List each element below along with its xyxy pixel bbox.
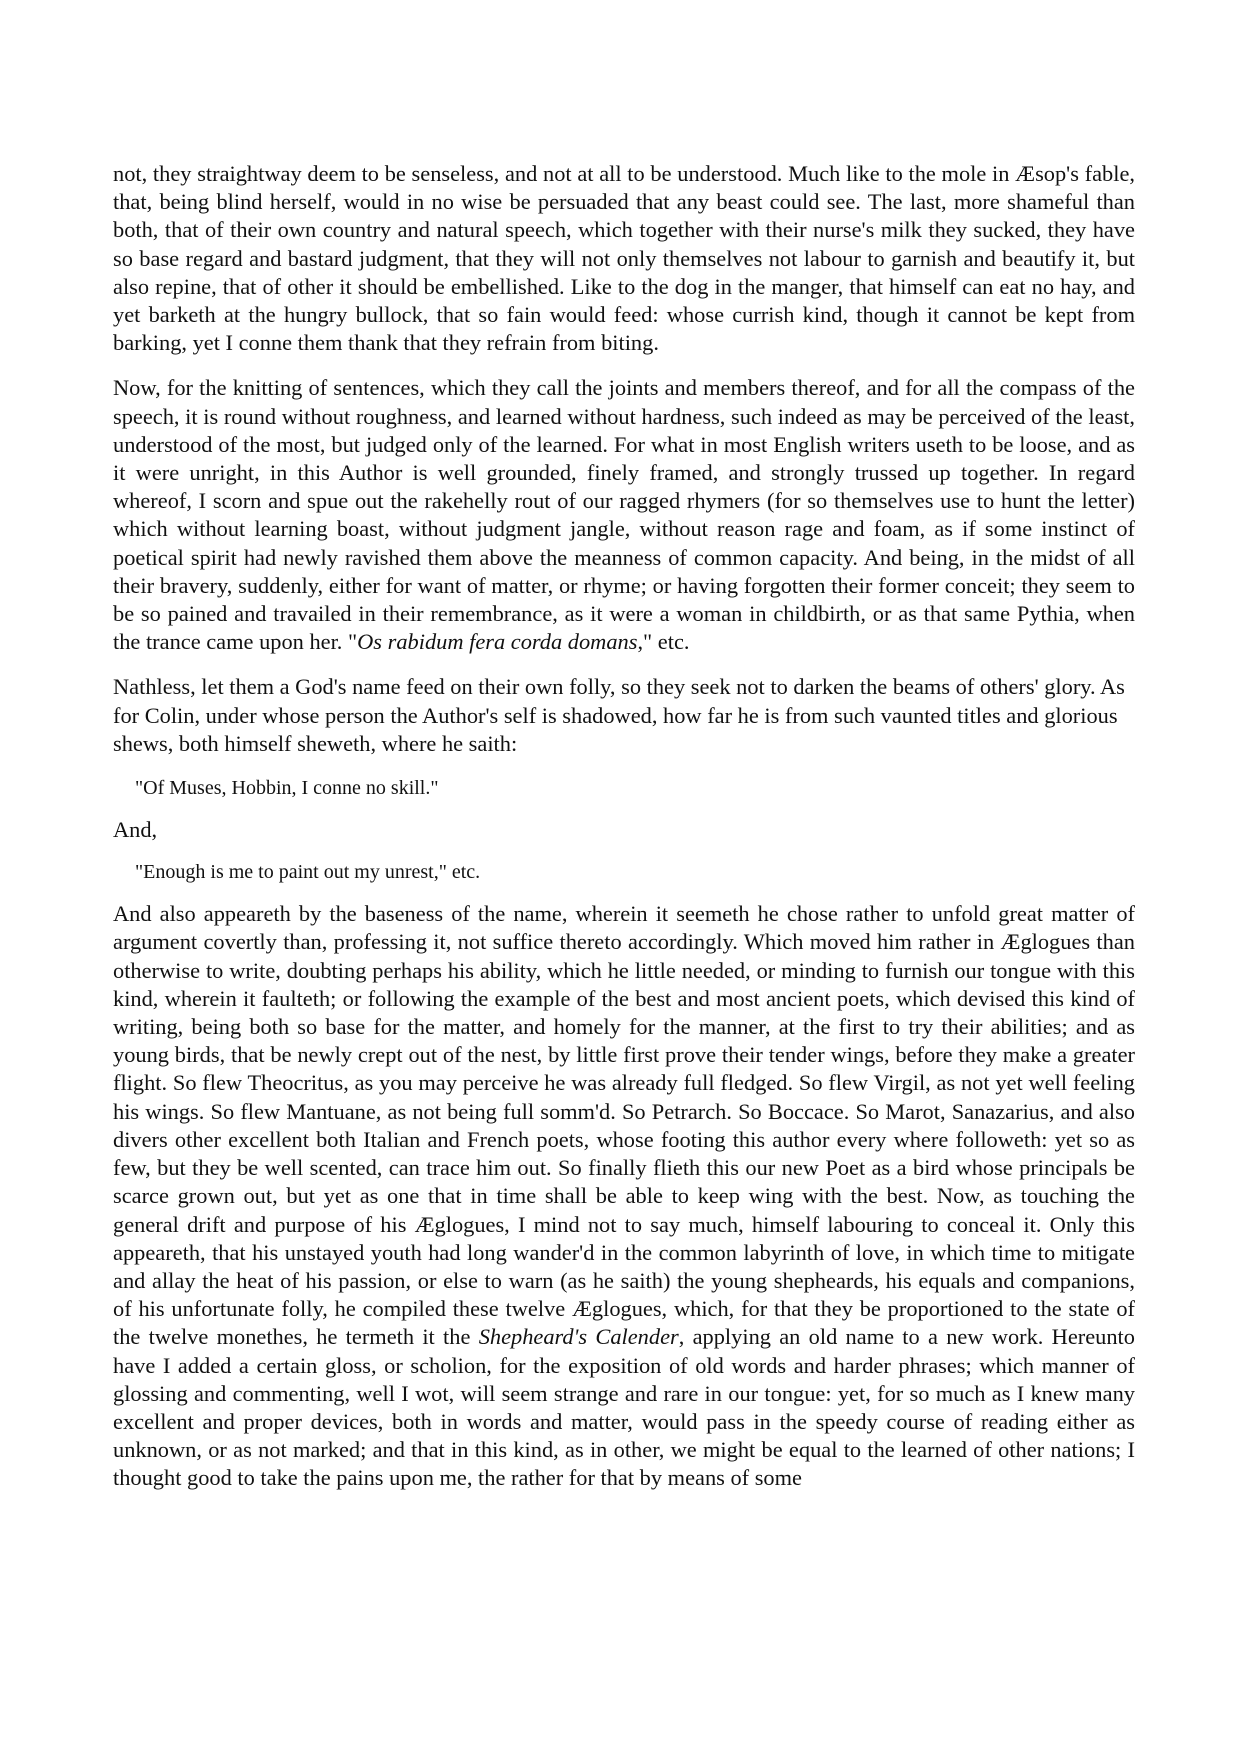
verse-quote-muses: "Of Muses, Hobbin, I conne no skill." [135,777,439,800]
paragraph-mole-fable: not, they straightway deem to be senseless, and not at all to be understood. Much like to the mole in Æsop's fable, that, being blind herself, would in no wise be persuaded that any beast could see. The last, more shameful than both, that of their own country and natural speech, which together with their nurse's milk they sucked, they have so base regard and bastard judgment, that they will not only themselves not labour to garnish and beautify it, but also repine, that of other it should be embellished. Like to the dog in the manger, that himself can eat no hay, and yet barketh at the hungry bullock, that so fain would feed: whose currish kind, though it cannot be kept from barking, yet I conne them thank that they refrain from biting. [113,161,1135,356]
paragraph-and: And, [113,817,158,843]
document-page [113,160,1135,1510]
verse-quote-unrest: "Enough is me to paint out my unrest," etc. [135,861,481,884]
paragraph-text: And also appeareth by the baseness of the name, wherein it seemeth he chose rather to unfold great matter of argument covertly than, professing it, not suffice thereto accordingly. Which moved him rather in Æglogues than otherwise to write, doubting perhaps his ability, which he little needed, or minding to furnish our tongue with this kind, wherein it faulteth; or following the example of the best and most ancient poets, which devised this kind of writing, being both so base for the matter, and homely for the manner, at the first to try their abilities; and as young birds, that be newly crept out of the nest, by little first prove their tender wings, before they make a greater flight. So flew Theocritus, as you may perceive he was already full fledged. So flew Virgil, as not yet well feeling his wings. So flew Mantuane, as not being full somm'd. So Petrarch. So Boccace. So Marot, Sanazarius, and also divers other excellent both Italian and French poets, whose footing this author every where followeth: yet so as few, but they be well scented, can trace him out. So finally flieth this our new Poet as a bird whose principals be scarce grown out, but yet as one that in time shall be able to keep wing with the best. Now, as touching the general drift and purpose of his Æglogues, I mind not to say much, himself labouring to conceal it. Only this appeareth, that his unstayed youth had long wander'd in the common labyrinth of love, in which time to mitigate and allay the heat of his passion, or else to warn (as he saith) the young shepheards, his equals and companions, of his unfortunate folly, he compiled these twelve Æglogues, which, for that they be proportioned to the state of the twelve monethes, he termeth it the [113,901,1135,1350]
paragraph-text: , applying an old name to a new work. Hereunto have I added a certain gloss, or scholion, for the exposition of old words and harder phrases; which manner of glossing and commenting, well I wot, will seem strange and rare in our tongue: yet, for so much as I knew many excellent and proper devices, both in words and matter, would pass in the speedy course of reading either as unknown, or as not marked; and that in this kind, as in other, we might be equal to the learned of other nations; I thought good to take the pains upon me, the rather for that by means of some [113,1324,1135,1491]
latin-quotation: Os rabidum fera corda domans [357,629,638,655]
book-title: Shepheard's Calender [478,1324,679,1350]
paragraph-text: Now, for the knitting of sentences, which they call the joints and members thereof, and for all the compass of the speech, it is round without roughness, and learned without hardness, such indeed as may be perceived of the least, understood of the most, but judged only of the learned. For what in most English writers useth to be loose, and as it were unright, in this Author is well grounded, finely framed, and strongly trussed up together. In regard whereof, I scorn and spue out the rakehelly rout of our ragged rhymers (for so themselves use to hunt the letter) which without learning boast, without judgment jangle, without reason rage and foam, as if some instinct of poetical spirit had newly ravished them above the meanness of common capacity. And being, in the midst of all their bravery, suddenly, either for want of matter, or rhyme; or having forgotten their former conceit; they seem to be so pained and travailed in their remembrance, as it were a woman in childbirth, or as that same Pythia, when the trance came upon her. " [113,375,1135,655]
paragraph-baseness-of-name [113,900,1135,1492]
paragraph-text: ," etc. [637,629,690,655]
paragraph-nathless: Nathless, let them a God's name feed on their own folly, so they seek not to darken the beams of others' glory. As for Colin, under whose person the Author's self is shadowed, how far he is from such vaunted titles and glorious shews, both himself sheweth, where he saith: [113,674,1125,756]
paragraph-knitting-of-sentences [113,374,1135,656]
